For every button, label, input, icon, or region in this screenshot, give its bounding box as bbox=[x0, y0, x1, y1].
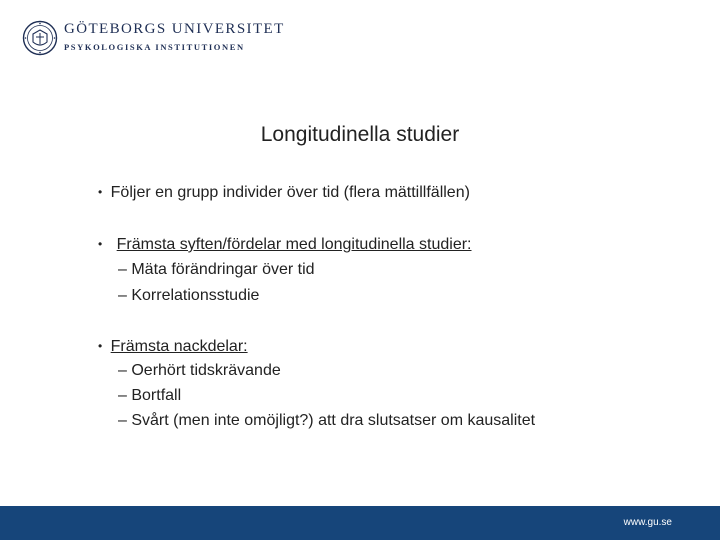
university-name: GÖTEBORGS UNIVERSITET bbox=[64, 21, 285, 37]
bullet-1 bbox=[98, 184, 470, 202]
department-name: PSYKOLOGISKA INSTITUTIONEN bbox=[64, 42, 245, 52]
footer-url[interactable]: www.gu.se bbox=[623, 517, 672, 528]
bullet-marker: • bbox=[98, 185, 103, 199]
bullet-3-text: Främsta nackdelar: bbox=[110, 338, 248, 355]
bullet-2-text: Främsta syften/fördelar med longitudinella studier: bbox=[116, 236, 472, 253]
footer-bar bbox=[0, 506, 720, 540]
bullet-2 bbox=[98, 236, 472, 254]
bullet-1-text: Följer en grupp individer över tid (flera mättillfällen) bbox=[110, 184, 470, 201]
subitem: – Svårt (men inte omöjligt?) att dra slutsatser om kausalitet bbox=[118, 412, 536, 429]
subitem: – Korrelationsstudie bbox=[118, 287, 260, 304]
subitem: – Bortfall bbox=[118, 387, 182, 404]
slide-title: Longitudinella studier bbox=[260, 123, 460, 146]
bullet-marker: • bbox=[98, 237, 103, 251]
university-logo bbox=[22, 20, 285, 60]
subitem: – Mäta förändringar över tid bbox=[118, 261, 315, 278]
subitem: – Oerhört tidskrävande bbox=[118, 362, 281, 379]
bullet-marker: • bbox=[98, 339, 103, 353]
university-seal-icon bbox=[22, 20, 58, 56]
bullet-3 bbox=[98, 338, 248, 356]
